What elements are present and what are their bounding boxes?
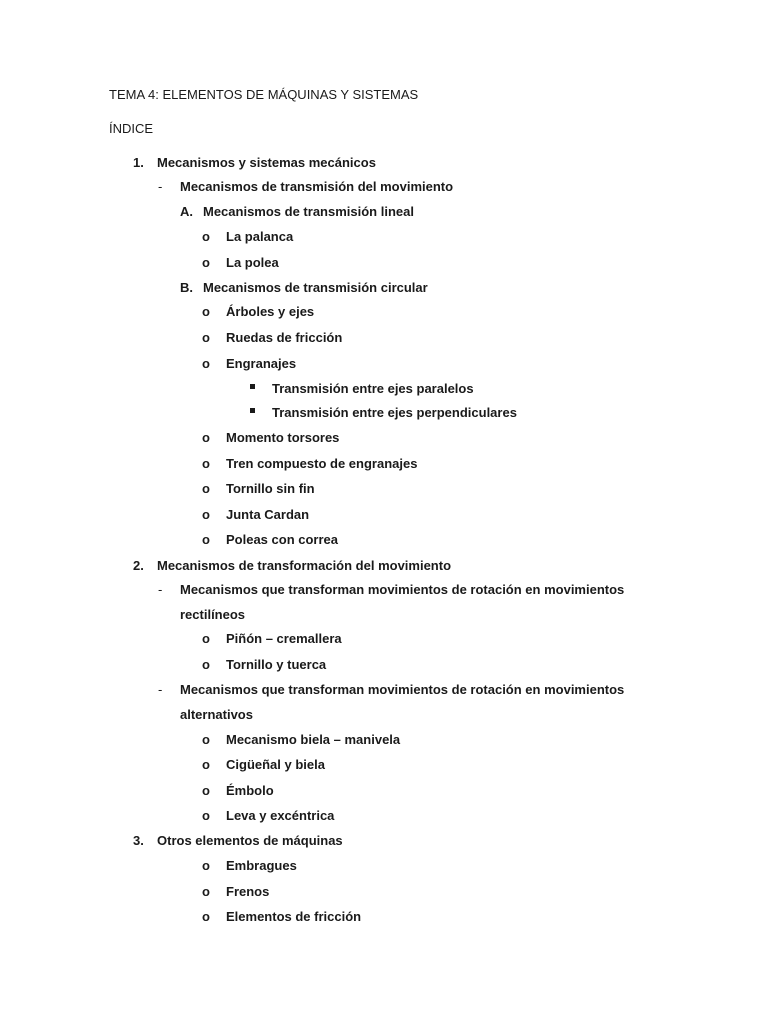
subsection-label: Mecanismos de transmisión circular <box>203 280 428 295</box>
bullet-marker: o <box>202 657 210 672</box>
bullet-marker: o <box>202 909 210 924</box>
subsection-label: Mecanismos que transforman movimientos de rotación en movimientos <box>180 582 625 597</box>
bullet-marker: o <box>202 884 210 899</box>
bullet-marker: o <box>202 430 210 445</box>
list-item: Momento torsores <box>226 430 340 445</box>
bullet-marker: o <box>202 808 210 823</box>
section-label: Mecanismos y sistemas mecánicos <box>157 155 376 170</box>
list-item: Ruedas de fricción <box>226 330 343 345</box>
dash-marker: - <box>158 179 163 194</box>
bullet-marker: o <box>202 456 210 471</box>
bullet-marker: o <box>202 229 210 244</box>
list-item: Elementos de fricción <box>226 909 362 924</box>
index-heading: ÍNDICE <box>109 121 154 136</box>
bullet-marker: o <box>202 858 210 873</box>
section-label: Otros elementos de máquinas <box>157 833 343 848</box>
list-item: Tornillo y tuerca <box>226 657 327 672</box>
list-item: La polea <box>226 255 279 270</box>
list-item: Mecanismo biela – manivela <box>226 732 401 747</box>
list-item: Poleas con correa <box>226 532 338 547</box>
list-item: Frenos <box>226 884 270 899</box>
bullet-marker: o <box>202 481 210 496</box>
subsection-letter: A. <box>180 204 193 219</box>
subsection-label: alternativos <box>180 707 253 722</box>
list-item: Transmisión entre ejes perpendiculares <box>272 405 517 420</box>
dash-marker: - <box>158 582 163 597</box>
section-number: 1. <box>133 155 144 170</box>
list-item: Árboles y ejes <box>226 304 315 319</box>
section-number: 3. <box>133 833 144 848</box>
subsection-label: Mecanismos de transmisión lineal <box>203 204 414 219</box>
square-bullet-icon <box>250 408 255 413</box>
section-number: 2. <box>133 558 144 573</box>
list-item: Tren compuesto de engranajes <box>226 456 418 471</box>
subsection-label: rectilíneos <box>180 607 246 622</box>
list-item: Tornillo sin fin <box>226 481 315 496</box>
list-item: Engranajes <box>226 356 297 371</box>
section-label: Mecanismos de transformación del movimiento <box>157 558 452 573</box>
document-title: TEMA 4: ELEMENTOS DE MÁQUINAS Y SISTEMAS <box>109 87 419 102</box>
list-item: Junta Cardan <box>226 507 310 522</box>
bullet-marker: o <box>202 304 210 319</box>
list-item: Piñón – cremallera <box>226 631 342 646</box>
subsection-label: Mecanismos de transmisión del movimiento <box>180 179 454 194</box>
subsection-label: Mecanismos que transforman movimientos de rotación en movimientos <box>180 682 625 697</box>
bullet-marker: o <box>202 783 210 798</box>
bullet-marker: o <box>202 356 210 371</box>
bullet-marker: o <box>202 732 210 747</box>
bullet-marker: o <box>202 631 210 646</box>
dash-marker: - <box>158 682 163 697</box>
square-bullet-icon <box>250 384 255 389</box>
list-item: Émbolo <box>226 783 274 798</box>
bullet-marker: o <box>202 757 210 772</box>
list-item: Cigüeñal y biela <box>226 757 325 772</box>
list-item: Embragues <box>226 858 297 873</box>
list-item: Leva y excéntrica <box>226 808 335 823</box>
subsection-letter: B. <box>180 280 193 295</box>
bullet-marker: o <box>202 330 210 345</box>
bullet-marker: o <box>202 532 210 547</box>
bullet-marker: o <box>202 507 210 522</box>
list-item: La palanca <box>226 229 294 244</box>
bullet-marker: o <box>202 255 210 270</box>
list-item: Transmisión entre ejes paralelos <box>272 381 474 396</box>
